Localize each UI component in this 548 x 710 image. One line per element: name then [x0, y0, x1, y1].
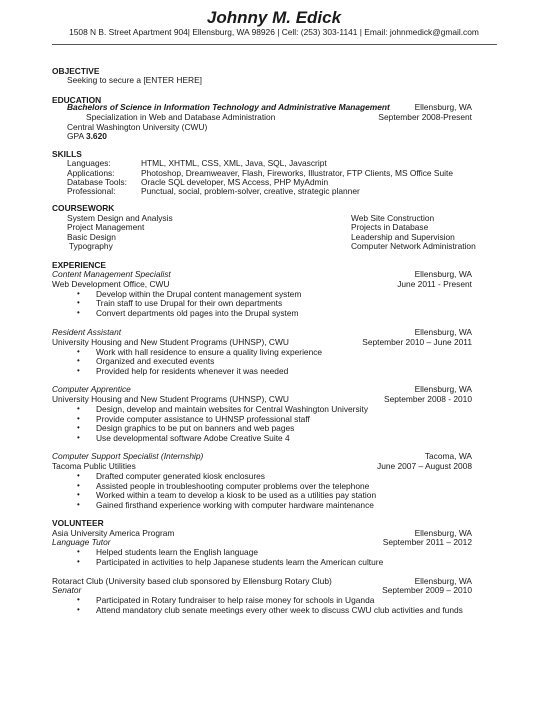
experience-heading: EXPERIENCE: [52, 260, 106, 270]
job-location: Tacoma, WA: [424, 451, 472, 461]
header-divider: [52, 44, 497, 45]
job-location: Ellensburg, WA: [414, 269, 472, 279]
volunteer-dates: September 2009 – 2010: [382, 585, 472, 595]
resume-name: Johnny M. Edick: [206, 8, 342, 27]
education-dates: September 2008-Present: [378, 112, 472, 122]
job-bullet: • Assisted people in troubleshooting computer problems over the telephone: [77, 481, 370, 491]
coursework-heading: COURSEWORK: [52, 203, 115, 213]
school-name: Central Washington University (CWU): [67, 122, 208, 132]
course-left-3: Typography: [69, 241, 113, 251]
job-bullet: • Design, develop and maintain websites for Central Washington University: [77, 404, 369, 414]
course-right-1: Projects in Database: [351, 222, 429, 232]
volunteer-org: Asia University America Program: [52, 528, 175, 538]
skills-value-3: Punctual, social, problem-solver, creative, strategic planner: [141, 186, 360, 196]
job-bullet: • Organized and executed events: [77, 356, 215, 366]
volunteer-org: Rotaract Club (University based club sponsored by Ellensburg Rotary Club): [52, 576, 332, 586]
contact-line: 1508 N B. Street Apartment 904| Ellensburg, WA 98926 | Cell: (253) 303-1141 | Email: johnmedick@gmail.com: [69, 27, 479, 37]
gpa-value: 3.620: [85, 131, 107, 141]
job-org: Tacoma Public Utilities: [52, 461, 136, 471]
job-bullet: • Gained firsthand experience working with computer hardware maintenance: [77, 500, 374, 510]
skills-value-0: HTML, XHTML, CSS, XML, Java, SQL, Javascript: [141, 158, 327, 168]
course-right-2: Leadership and Supervision: [351, 232, 455, 242]
job-bullet: • Drafted computer generated kiosk enclosures: [77, 471, 265, 481]
job-title: Content Management Specialist: [52, 269, 171, 279]
job-title: Computer Apprentice: [52, 384, 131, 394]
job-dates: June 2007 – August 2008: [377, 461, 472, 471]
job-dates: June 2011 - Present: [397, 279, 472, 289]
gpa-line: [67, 131, 107, 141]
skills-label-1: Applications:: [67, 168, 115, 178]
job-bullet: • Train staff to use Drupal for their own departments: [77, 298, 283, 308]
gpa-label: GPA: [67, 131, 84, 141]
skills-label-2: Database Tools:: [67, 177, 127, 187]
course-left-0: System Design and Analysis: [67, 213, 173, 223]
course-right-0: Web Site Construction: [351, 213, 435, 223]
volunteer-location: Ellensburg, WA: [414, 528, 472, 538]
volunteer-role: Language Tutor: [52, 537, 111, 547]
job-bullet: • Convert departments old pages into the Drupal system: [77, 308, 299, 318]
job-org: Web Development Office, CWU: [52, 279, 170, 289]
course-left-2: Basic Design: [67, 232, 116, 242]
job-org: University Housing and New Student Programs (UHNSP), CWU: [52, 394, 289, 404]
job-dates: September 2010 – June 2011: [362, 337, 472, 347]
volunteer-heading: VOLUNTEER: [52, 518, 104, 528]
volunteer-bullet: • Participated in Rotary fundraiser to help raise money for schools in Uganda: [77, 595, 375, 605]
volunteer-bullet: • Helped students learn the English language: [77, 547, 259, 557]
job-bullet: • Use developmental software Adobe Creative Suite 4: [77, 433, 290, 443]
volunteer-location: Ellensburg, WA: [414, 576, 472, 586]
education-location: Ellensburg, WA: [414, 102, 472, 112]
course-left-1: Project Management: [67, 222, 145, 232]
job-bullet: • Work with hall residence to ensure a quality living experience: [77, 347, 323, 357]
job-bullet: • Provided help for residents whenever it was needed: [77, 366, 289, 376]
job-bullet: • Worked within a team to develop a kiosk to be used as a utilities pay station: [77, 490, 377, 500]
skills-value-1: Photoshop, Dreamweaver, Flash, Fireworks, Illustrator, FTP Clients, MS Office Suite: [141, 168, 454, 178]
objective-text: Seeking to secure a [ENTER HERE]: [67, 75, 202, 85]
education-heading: EDUCATION: [52, 95, 102, 105]
job-title: Resident Assistant: [52, 327, 122, 337]
skills-value-2: Oracle SQL developer, MS Access, PHP MyAdmin: [141, 177, 329, 187]
job-bullet: • Develop within the Drupal content management system: [77, 289, 302, 299]
job-location: Ellensburg, WA: [414, 384, 472, 394]
skills-label-3: Professional:: [67, 186, 116, 196]
job-location: Ellensburg, WA: [414, 327, 472, 337]
job-bullet: • Provide computer assistance to UHNSP professional staff: [77, 414, 310, 424]
skills-label-0: Languages:: [67, 158, 111, 168]
course-right-3: Computer Network Administration: [351, 241, 476, 251]
job-bullet: • Design graphics to be put on banners and web pages: [77, 423, 295, 433]
job-title: Computer Support Specialist (Internship): [52, 451, 204, 461]
job-org: University Housing and New Student Programs (UHNSP), CWU: [52, 337, 289, 347]
skills-heading: SKILLS: [52, 149, 82, 159]
degree-specialization: Specialization in Web and Database Administration: [86, 112, 276, 122]
volunteer-bullet: • Attend mandatory club senate meetings every other week to discuss CWU club activities and funds: [77, 605, 463, 615]
degree-title: Bachelors of Science in Information Technology and Administrative Management: [67, 102, 390, 112]
volunteer-bullet: • Participated in activities to help Japanese students learn the American culture: [77, 557, 384, 567]
objective-heading: OBJECTIVE: [52, 66, 100, 76]
volunteer-dates: September 2011 – 2012: [382, 537, 472, 547]
job-dates: September 2008 - 2010: [384, 394, 472, 404]
volunteer-role: Senator: [52, 585, 82, 595]
